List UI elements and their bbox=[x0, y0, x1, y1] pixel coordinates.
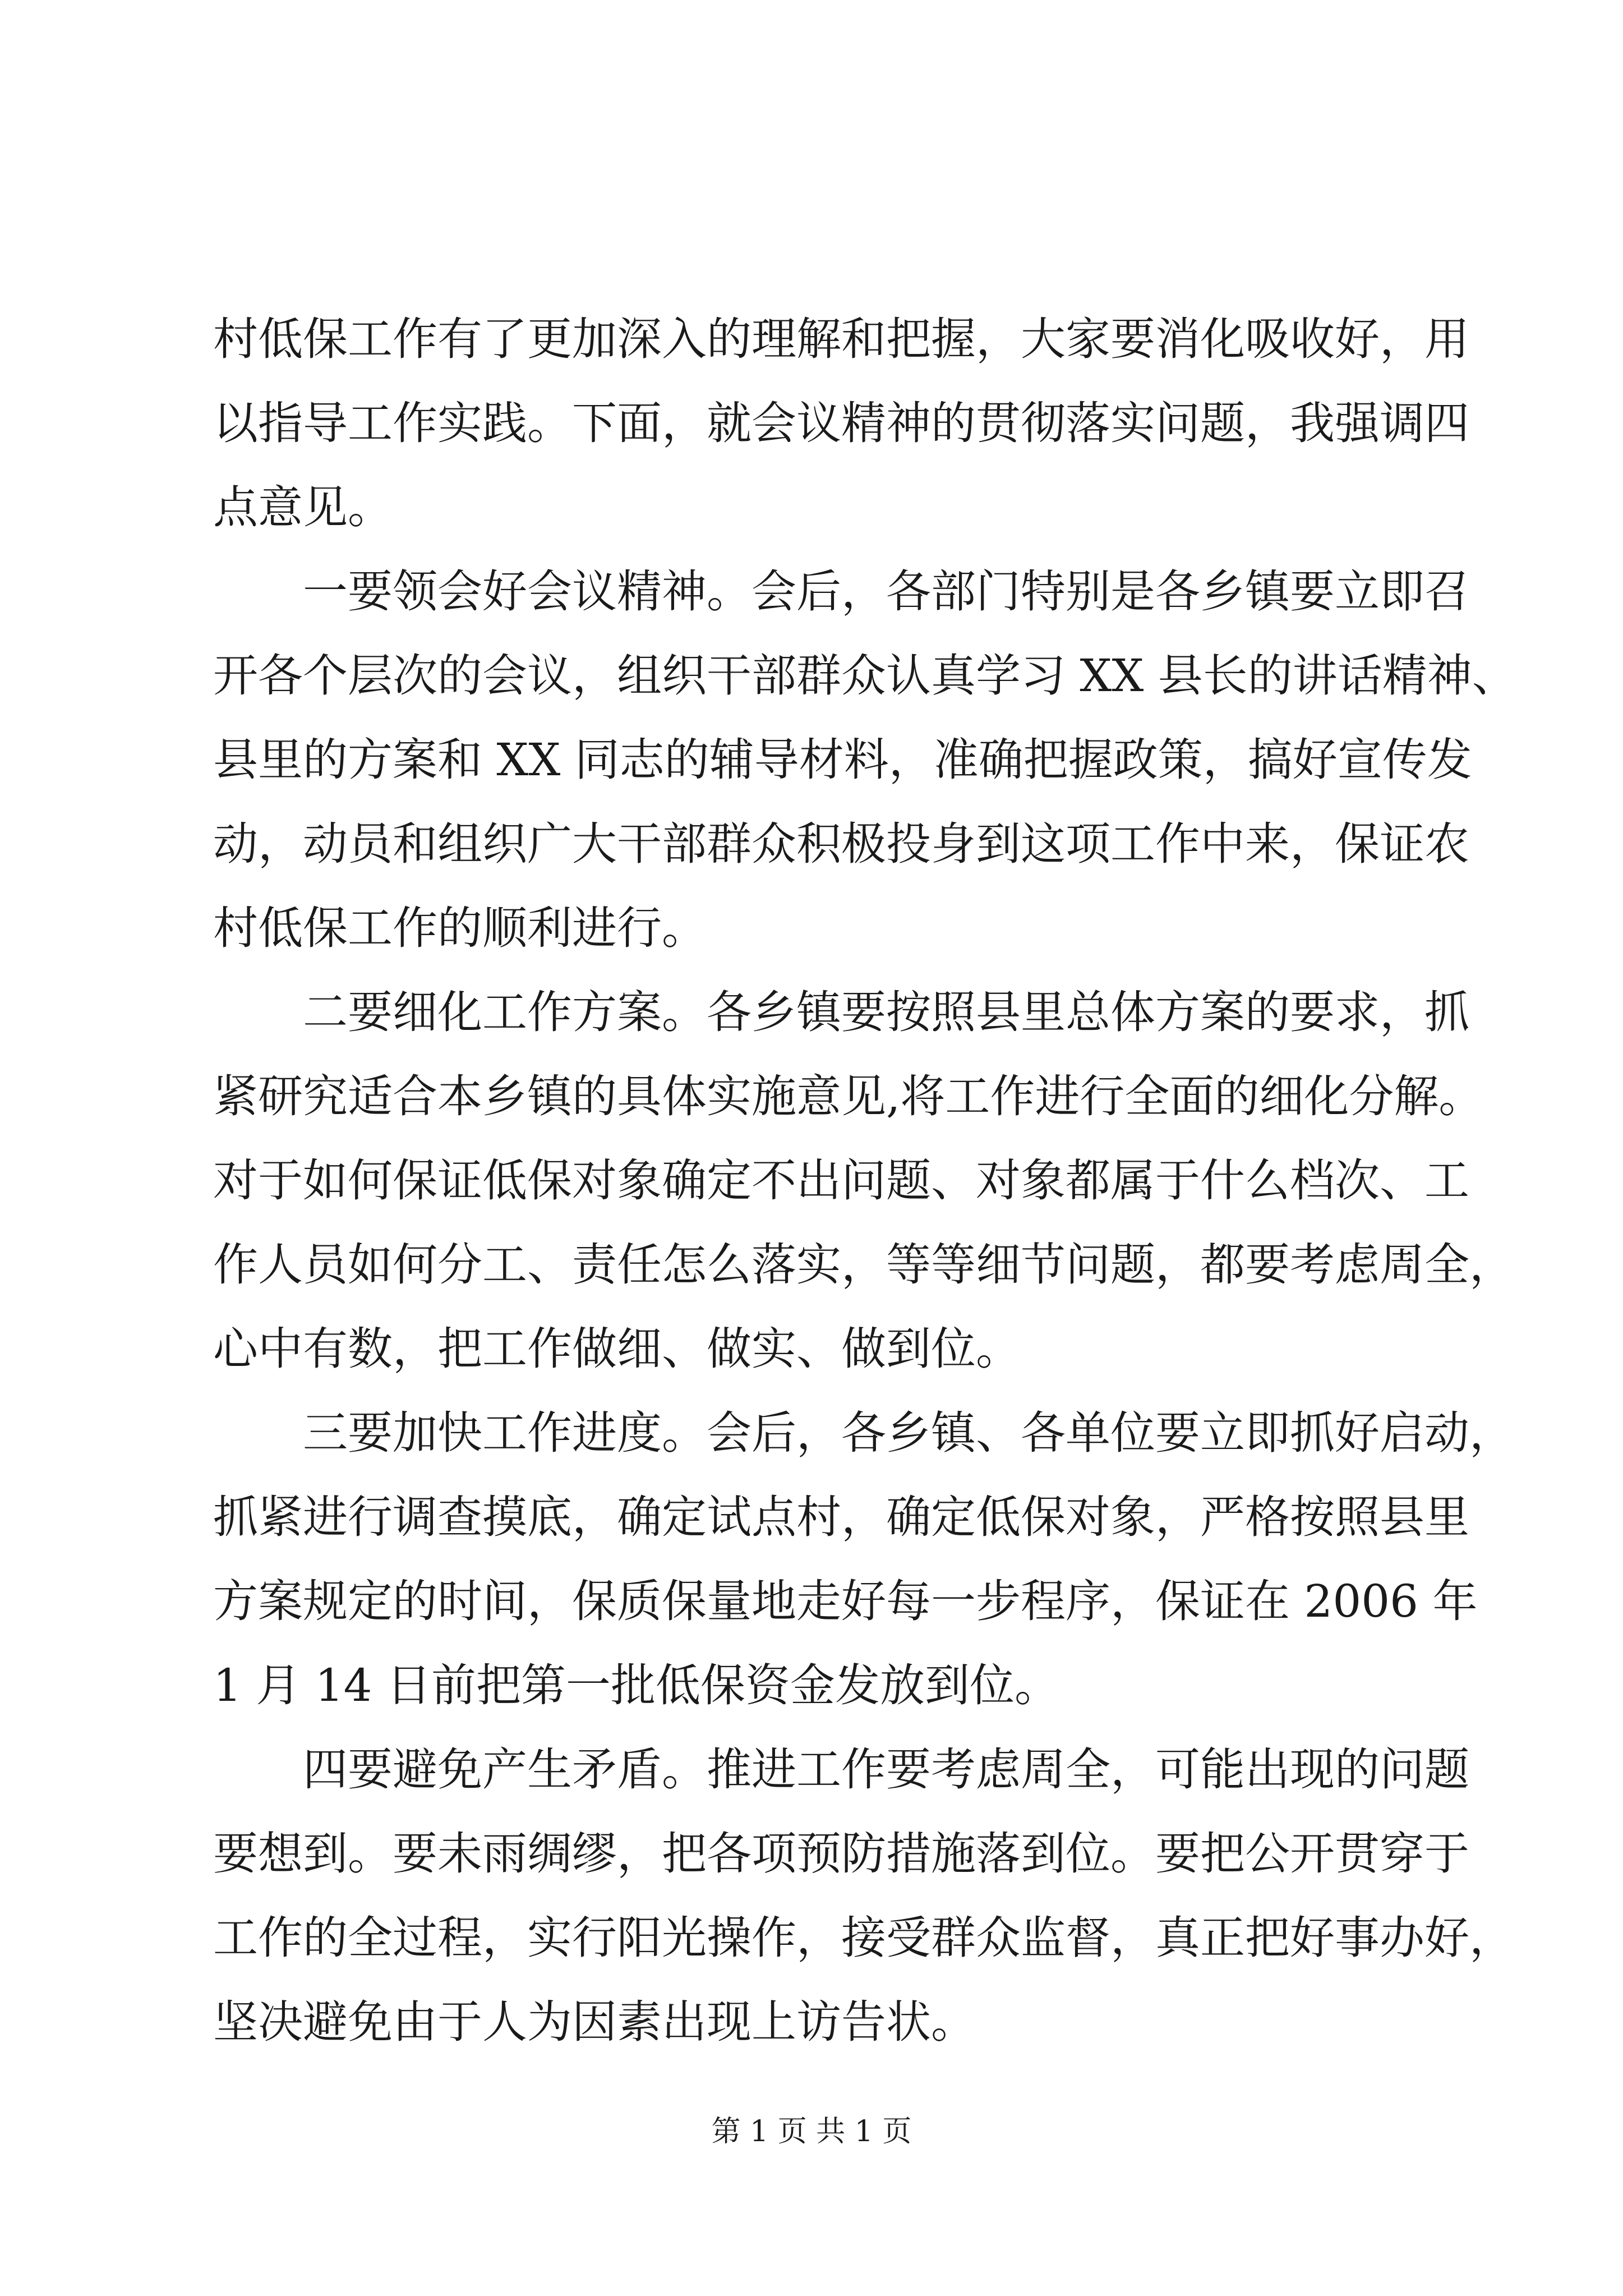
text-line: 1 月 14 日前把第一批低保资金发放到位。 bbox=[213, 1659, 1059, 1711]
text-line: 开各个层次的会议，组织干部群众认真学习 XX 县长的讲话精神、 bbox=[213, 650, 1517, 702]
text-line: 抓紧进行调查摸底，确定试点村，确定低保对象，严格按照县里 bbox=[213, 1491, 1469, 1543]
text-line: 以指导工作实践。下面，就会议精神的贯彻落实问题，我强调四 bbox=[213, 397, 1469, 449]
text-line: 点意见。 bbox=[213, 481, 393, 533]
text-line: 村低保工作的顺利进行。 bbox=[213, 902, 707, 954]
text-line: 工作的全过程，实行阳光操作，接受群众监督，真正把好事办好， bbox=[213, 1912, 1514, 1964]
text-line: 三要加快工作进度。会后，各乡镇、各单位要立即抓好启动， bbox=[303, 1407, 1514, 1459]
text-line: 村低保工作有了更加深入的理解和把握，大家要消化吸收好，用 bbox=[213, 313, 1469, 365]
text-line: 对于如何保证低保对象确定不出问题、对象都属于什么档次、工 bbox=[213, 1154, 1469, 1207]
text-line: 一要领会好会议精神。会后，各部门特别是各乡镇要立即召 bbox=[303, 565, 1469, 618]
text-line: 坚决避免由于人为因素出现上访告状。 bbox=[213, 1996, 976, 2048]
text-line: 紧研究适合本乡镇的具体实施意见,将工作进行全面的细化分解。 bbox=[213, 1070, 1484, 1122]
text-line: 要想到。要未雨绸缪，把各项预防措施落到位。要把公开贯穿于 bbox=[213, 1828, 1469, 1880]
text-line: 二要细化工作方案。各乡镇要按照县里总体方案的要求，抓 bbox=[303, 986, 1469, 1038]
text-line: 作人员如何分工、责任怎么落实，等等细节问题，都要考虑周全， bbox=[213, 1239, 1514, 1291]
text-line: 四要避免产生矛盾。推进工作要考虑周全，可能出现的问题 bbox=[303, 1743, 1469, 1796]
page-footer: 第 1 页 共 1 页 bbox=[711, 2115, 912, 2148]
text-line: 动，动员和组织广大干部群众积极投身到这项工作中来，保证农 bbox=[213, 818, 1469, 870]
text-line: 心中有数，把工作做细、做实、做到位。 bbox=[213, 1323, 1021, 1375]
text-line: 方案规定的时间，保质保量地走好每一步程序，保证在 2006 年 bbox=[213, 1575, 1478, 1627]
text-line: 县里的方案和 XX 同志的辅导材料，准确把握政策，搞好宣传发 bbox=[213, 734, 1472, 786]
